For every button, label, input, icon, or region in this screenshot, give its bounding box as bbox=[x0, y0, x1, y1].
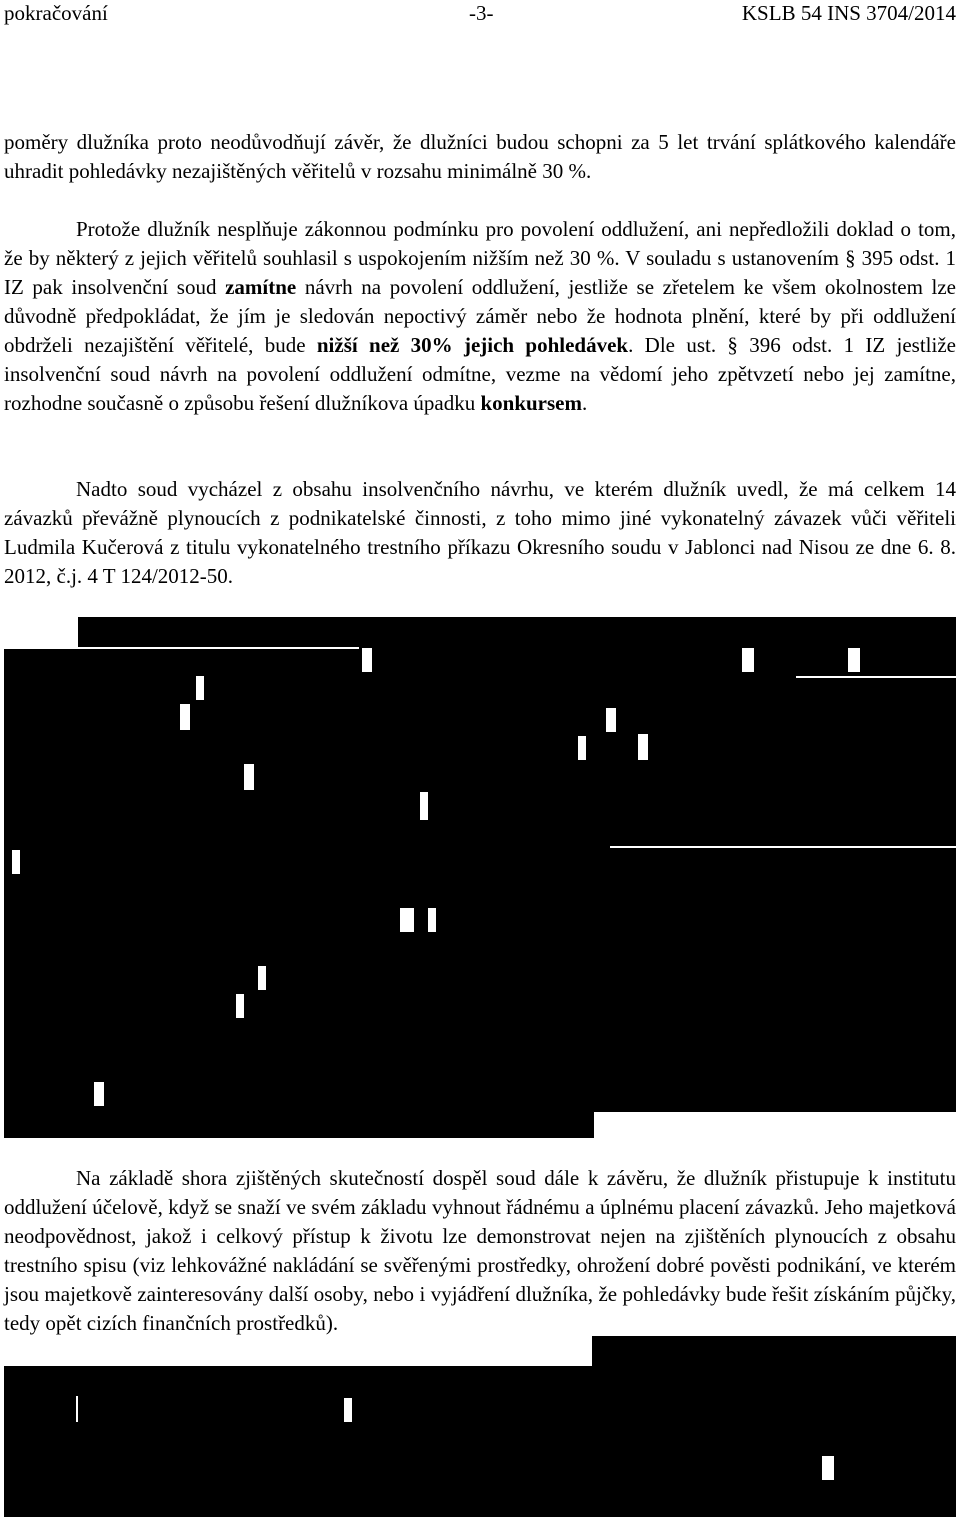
paragraph-3-text: Nadto soud vycházel z obsahu insolvenčního návrhu, ve kterém dlužník uvedl, že má celkem 14 závazků převážně plynoucích z podnikatelské činnosti, z toho mimo jiné vykonatelný závazek vůči věřiteli Ludmila Kučerová z titulu vykonatelného trestního příkazu Okresního soudu v Jablonci nad Nisou ze dne 6. 8. 2012, č.j. 4 T 124/2012-50. bbox=[4, 477, 956, 588]
redaction-gap bbox=[180, 704, 190, 730]
paragraph-2-bold-2: nižší než 30% jejich pohledávek bbox=[316, 333, 629, 357]
redaction-gap bbox=[12, 850, 20, 874]
redaction-gap bbox=[610, 846, 956, 848]
page-header bbox=[0, 0, 960, 26]
redaction-gap bbox=[76, 1396, 78, 1422]
redaction-block bbox=[78, 617, 956, 647]
paragraph-1-text: poměry dlužníka proto neodůvodňují závěr, že dlužníci budou schopni za 5 let trvání splátkového kalendáře uhradit pohledávky nezajištěných věřitelů v rozsahu minimálně 30 %. bbox=[4, 130, 956, 183]
paragraph-4-text: Na základě shora zjištěných skutečností dospěl soud dále k závěru, že dlužník přistupuje k institutu oddlužení účelově, když se snaží ve svém základu vyhnout řádnému a úplnému placení závazků. Jeho majetková neodpovědnost, jakož i celkový přístup k životu lze demonstrovat nejen na zjištěních plynoucích z obsahu trestního spisu (viz lehkovážné nakládání se svěřenými prostředky, ohrožení dobré pověsti podnikání, ve kterém jsou majetkově zainteresovány další osoby, nebo i vyjádření dlužníka, že pohledávky bude řešit získáním půjčky, tedy opět cizích finančních prostředků). bbox=[4, 1166, 956, 1335]
redaction-gap bbox=[848, 648, 860, 672]
redaction-gap bbox=[400, 908, 414, 932]
paragraph-2 bbox=[4, 215, 956, 418]
redaction-block bbox=[592, 1336, 956, 1366]
redaction-gap bbox=[420, 792, 428, 820]
redaction-gap bbox=[344, 1398, 352, 1422]
paragraph-3 bbox=[4, 475, 956, 591]
paragraph-4 bbox=[4, 1164, 956, 1338]
redaction-gap bbox=[638, 734, 648, 760]
redaction-block bbox=[4, 647, 956, 1080]
redaction-gap bbox=[428, 908, 436, 932]
redaction-block bbox=[4, 1080, 594, 1138]
paragraph-2-text-d: . Dle ust. § 396 odst. 1 IZ jestliže insolvenční soud návrh na povolení oddlužení odmítne, vezme na vědomí jeho zpětvzetí nebo jej zamítne, rozhodne současně o způsobu řešení dlužníkova úpadku bbox=[4, 333, 956, 415]
paragraph-2-text-e: . bbox=[582, 391, 588, 415]
case-number: KSLB 54 INS 3704/2014 bbox=[741, 1, 956, 25]
redaction-gap bbox=[578, 736, 586, 760]
redaction-gap bbox=[4, 647, 359, 649]
paragraph-2-bold-1: zamítne bbox=[225, 275, 297, 299]
paragraph-2-bold-3: konkursem bbox=[480, 391, 582, 415]
redaction-gap bbox=[362, 648, 372, 672]
redaction-gap bbox=[606, 708, 616, 732]
paragraph-2-text-a: Protože dlužník nesplňuje zákonnou podmínku pro povolení oddlužení, ani nepředložili doklad o tom, že by některý z jejich věřitelů souhlasil s uspokojením nižším než 30 %. V souladu s ustanovením § 395 odst. 1 IZ pak insolvenční soud bbox=[4, 217, 956, 299]
redaction-gap bbox=[94, 1082, 104, 1106]
redaction-gap bbox=[244, 764, 254, 790]
paragraph-2-text-c: návrh na povolení oddlužení, jestliže se zřetelem ke všem okolnostem lze důvodně předpokládat, že jím je sledován nepoctivý záměr nebo že hodnota plnění, které by při oddlužení obdrželi nezajištění věřitelé, bude bbox=[4, 275, 956, 357]
redaction-block bbox=[594, 1080, 956, 1112]
redaction-block bbox=[4, 1366, 956, 1517]
page-number: -3- bbox=[469, 1, 494, 25]
redaction-gap bbox=[742, 648, 754, 672]
header-continuation: pokračování bbox=[4, 1, 108, 25]
redaction-gap bbox=[258, 966, 266, 990]
redaction-gap bbox=[236, 994, 244, 1018]
redaction-gap bbox=[796, 676, 956, 678]
paragraph-1 bbox=[4, 128, 956, 186]
redaction-gap bbox=[196, 676, 204, 700]
redaction-gap bbox=[822, 1456, 834, 1480]
